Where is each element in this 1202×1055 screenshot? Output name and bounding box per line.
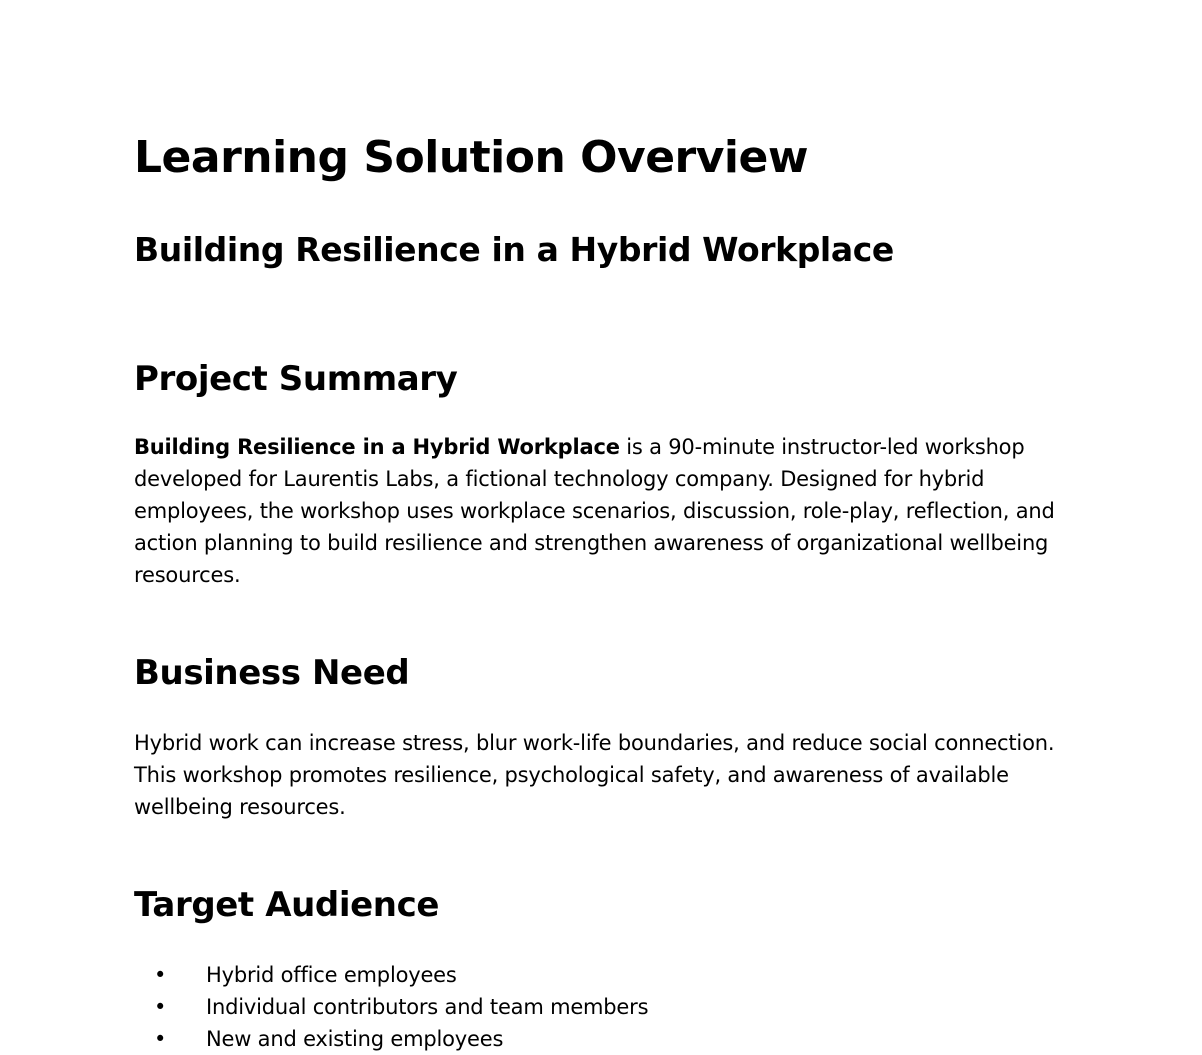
project-summary-text: is a 90-minute instructor-led workshop developed for Laurentis Labs, a fictional technology company. Designed for hybrid employees, the workshop uses workplace scenarios, discussion, role-play, reflection, and action planning to build resilience and strengthen awareness of organizational wellbeing resources. <box>134 435 1055 587</box>
target-audience-list <box>134 959 648 1055</box>
section-heading-project-summary: Project Summary <box>134 359 458 399</box>
list-item-text: New and existing employees <box>206 1027 504 1051</box>
section-heading-business-need: Business Need <box>134 653 410 693</box>
document-title: Learning Solution Overview <box>134 132 809 183</box>
list-item-text: Hybrid office employees <box>206 963 457 987</box>
project-summary-bold-lead: Building Resilience in a Hybrid Workplace <box>134 435 620 459</box>
section-heading-target-audience: Target Audience <box>134 885 439 925</box>
document-subtitle: Building Resilience in a Hybrid Workplace <box>134 230 894 269</box>
list-item <box>134 1023 648 1055</box>
business-need-paragraph: Hybrid work can increase stress, blur work-life boundaries, and reduce social connection. This workshop promotes resilience, psychological safety, and awareness of available wellbeing resources. <box>134 731 1055 819</box>
bullet-icon: • <box>154 995 167 1019</box>
list-item <box>134 991 648 1023</box>
list-item <box>134 959 648 991</box>
bullet-icon: • <box>154 963 167 987</box>
list-item-text: Individual contributors and team members <box>206 995 649 1019</box>
bullet-icon: • <box>154 1027 167 1051</box>
project-summary-paragraph <box>134 431 1064 591</box>
